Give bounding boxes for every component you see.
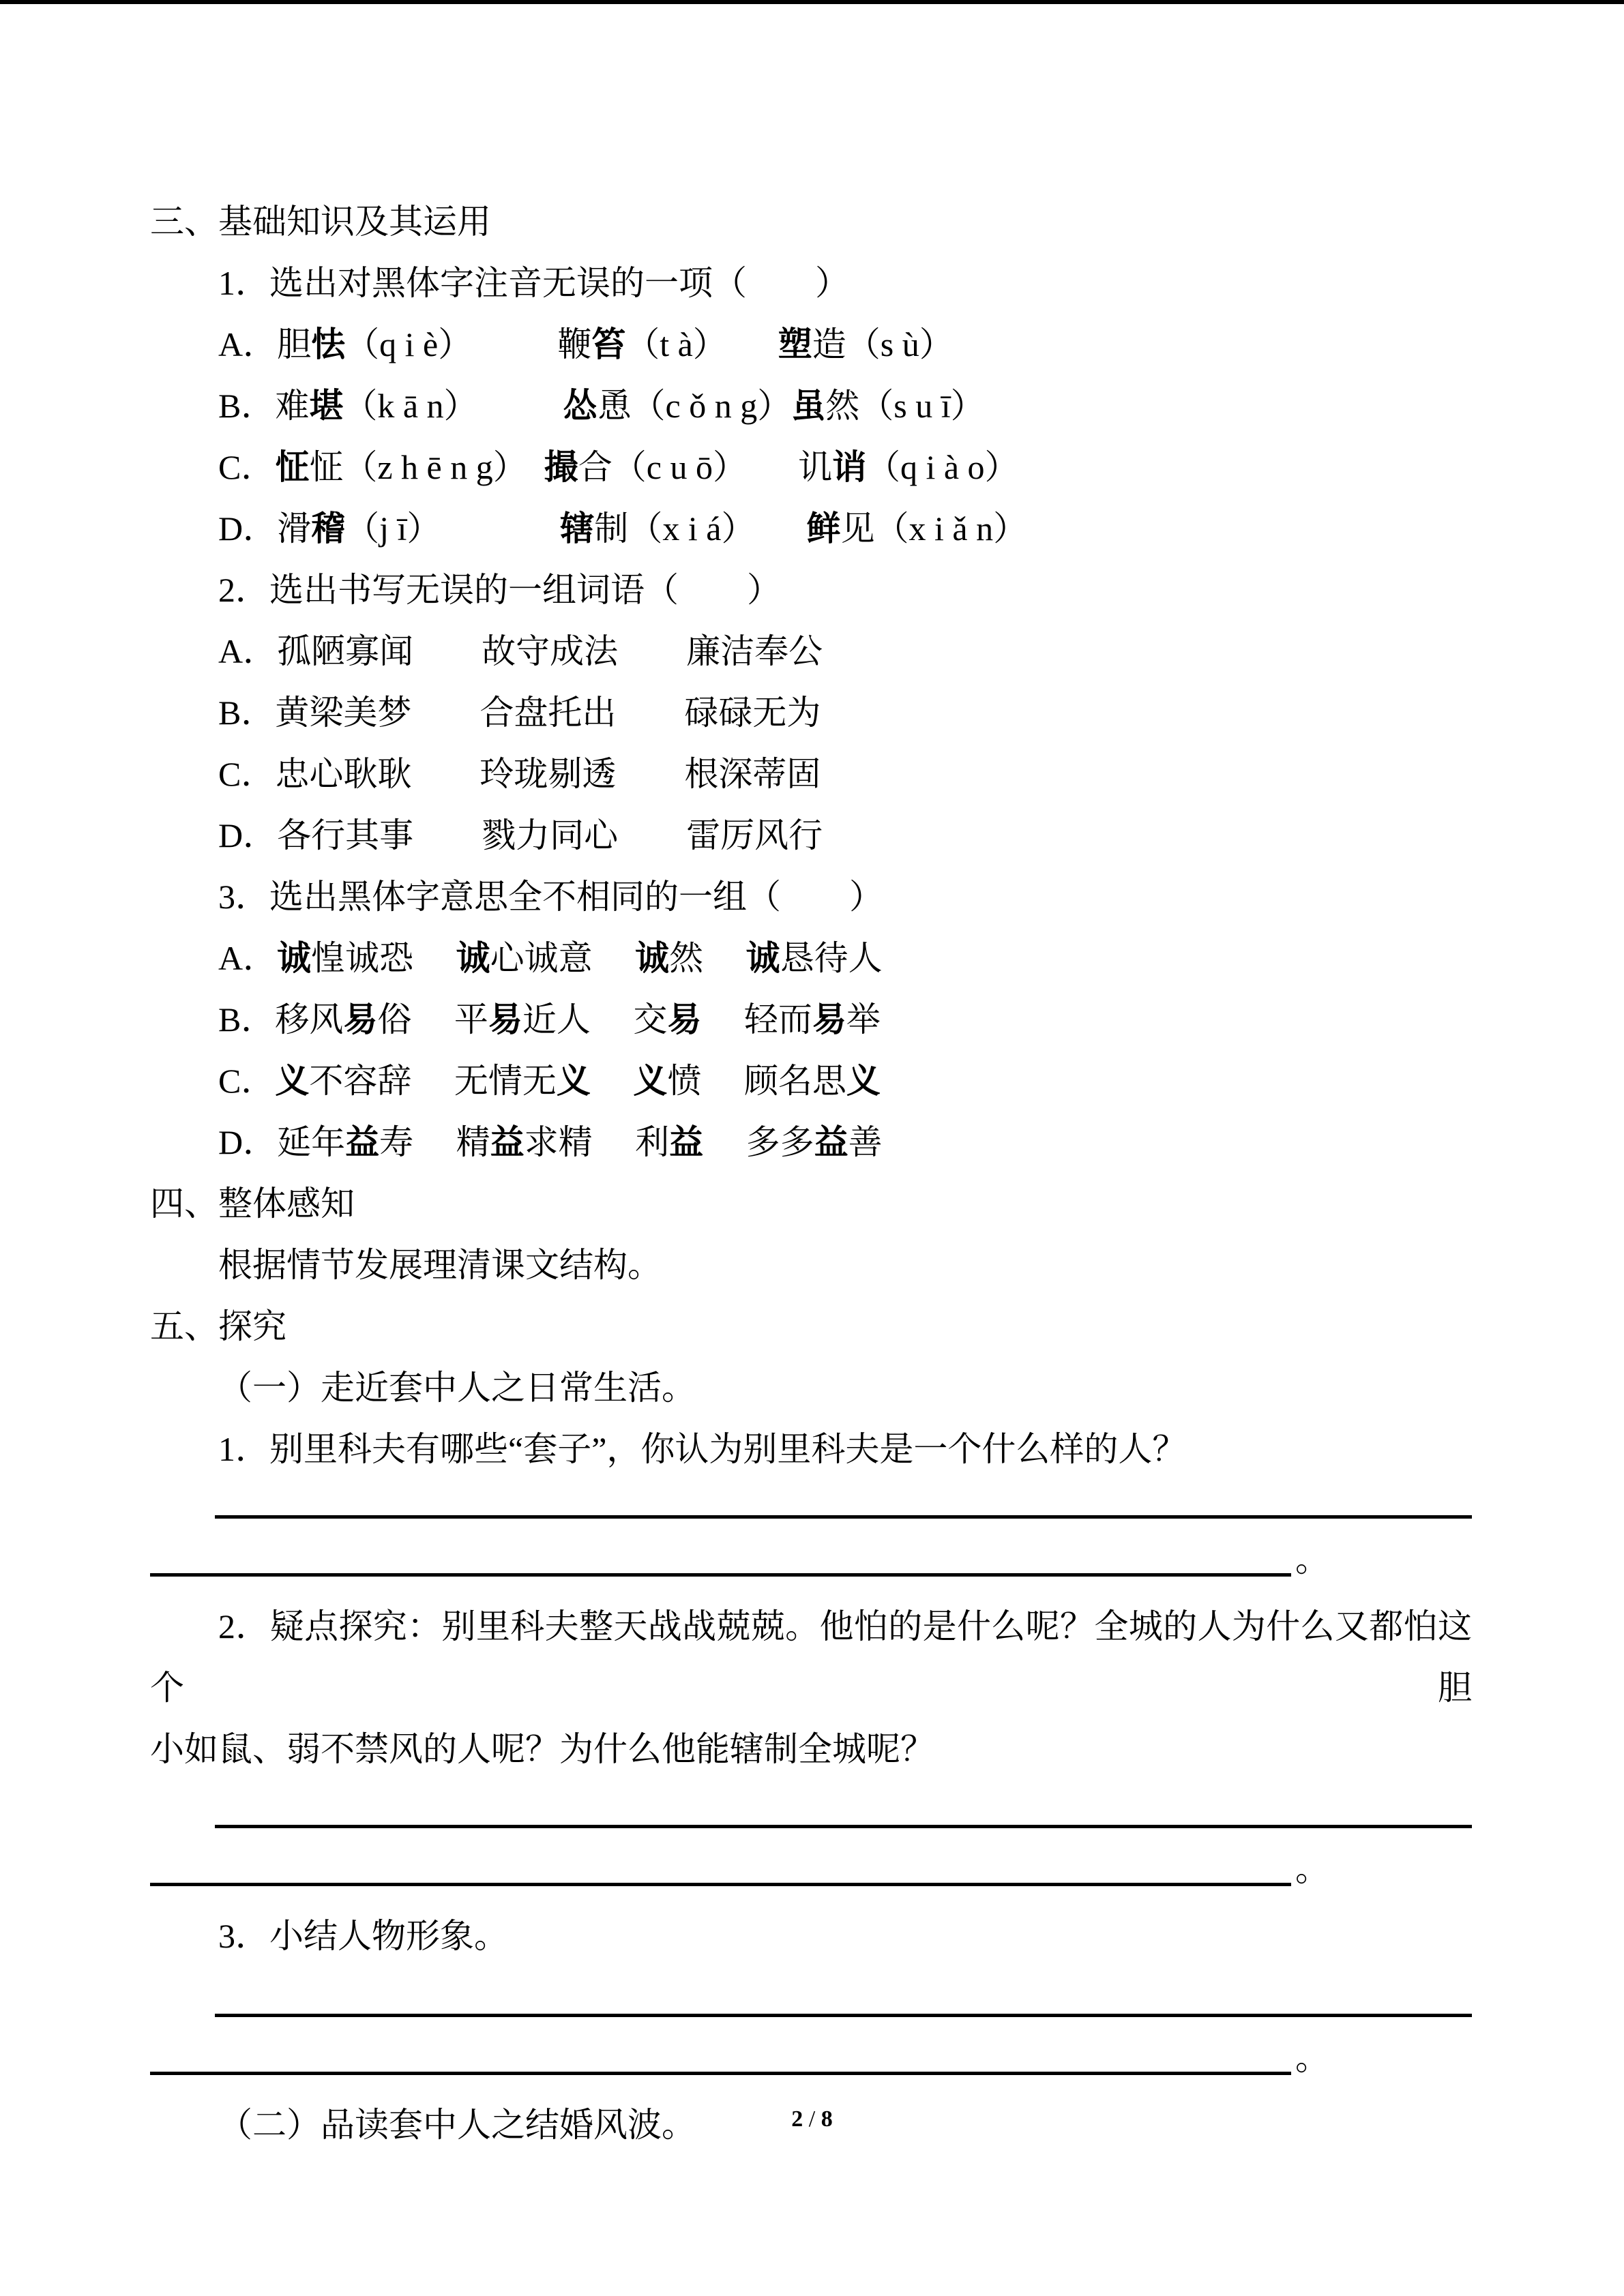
q2-option-d: D．各行其事 戮力同心 雷厉风行	[218, 816, 823, 854]
answer-blank-line[interactable]	[150, 1789, 1472, 1847]
answer-blank-line[interactable]	[150, 1978, 1472, 2036]
q2-stem: 2．选出书写无误的一组词语（ ）	[218, 571, 781, 609]
subsection-2-heading: （二）品读套中人之结婚风波。	[218, 2106, 696, 2144]
section-4-body: 根据情节发展理清课文结构。	[218, 1246, 662, 1284]
page-content	[150, 191, 1472, 2156]
q2-option-a: A．孤陋寡闻 故守成法 廉洁奉公	[218, 632, 823, 670]
page-number: 2 / 8	[791, 2106, 833, 2132]
section-4-heading: 四、整体感知	[150, 1184, 355, 1223]
answer-underline	[150, 1573, 1291, 1577]
answer-period: 。	[1295, 1850, 1329, 1888]
subsection-1-heading: （一）走近套中人之日常生活。	[218, 1369, 696, 1407]
answer-blank-line[interactable]	[150, 1847, 1472, 1905]
answer-underline	[215, 2014, 1472, 2017]
explore-q2-line1: 2．疑点探究：别里科夫整天战战兢兢。他怕的是什么呢？全城的人为什么又都怕这个胆	[150, 1607, 1472, 1707]
answer-blank-line[interactable]	[150, 1480, 1472, 1538]
q2-option-c: C．忠心耿耿 玲珑剔透 根深蒂固	[218, 755, 821, 793]
section-3-heading: 三、基础知识及其运用	[150, 203, 491, 241]
q2-option-b: B．黄梁美梦 合盘托出 碌碌无为	[218, 694, 821, 732]
q1-stem: 1．选出对黑体字注音无误的一项（ ）	[218, 264, 849, 302]
answer-underline	[215, 1825, 1472, 1828]
answer-period: 。	[1295, 1540, 1329, 1579]
q3-option-d: D．延年益寿 精益求精 利益 多多益善	[218, 1123, 883, 1161]
explore-q2-line2: 小如鼠、弱不禁风的人呢？为什么他能辖制全城呢？	[150, 1730, 934, 1768]
q3-option-b: B．移风易俗 平易近人 交易 轻而易举	[218, 1000, 881, 1039]
answer-underline	[150, 2072, 1291, 2075]
q1-option-a: A．胆怯（q i è） 鞭笞（t à） 塑造（s ù）	[218, 325, 954, 363]
answer-period: 。	[1295, 2039, 1329, 2077]
q3-stem: 3．选出黑体字意思全不相同的一组（ ）	[218, 878, 883, 916]
q1-option-b: B．难堪（k ā n） 怂恿（c ǒ n g）虽然（s u ī）	[218, 387, 985, 425]
answer-blank-line[interactable]	[150, 2036, 1472, 2094]
page-top-edge	[0, 0, 1624, 4]
explore-q1: 1．别里科夫有哪些“套子”，你认为别里科夫是一个什么样的人？	[218, 1430, 1187, 1468]
section-5-heading: 五、探究	[150, 1307, 286, 1345]
q1-option-c: C．怔怔（z h ē n g） 撮合（c u ō） 讥诮（q i à o）	[218, 448, 1019, 486]
explore-q3: 3．小结人物形象。	[218, 1917, 508, 1955]
answer-blank-line[interactable]	[150, 1538, 1472, 1596]
answer-underline	[215, 1515, 1472, 1519]
q3-option-c: C．义不容辞 无情无义 义愤 顾名思义	[218, 1062, 881, 1100]
answer-underline	[150, 1883, 1291, 1886]
q3-option-a: A．诚惶诚恐 诚心诚意 诚然 诚恳待人	[218, 939, 883, 977]
q1-option-d: D．滑稽（j ī） 辖制（x i á） 鲜见（x i ǎ n）	[218, 509, 1028, 548]
